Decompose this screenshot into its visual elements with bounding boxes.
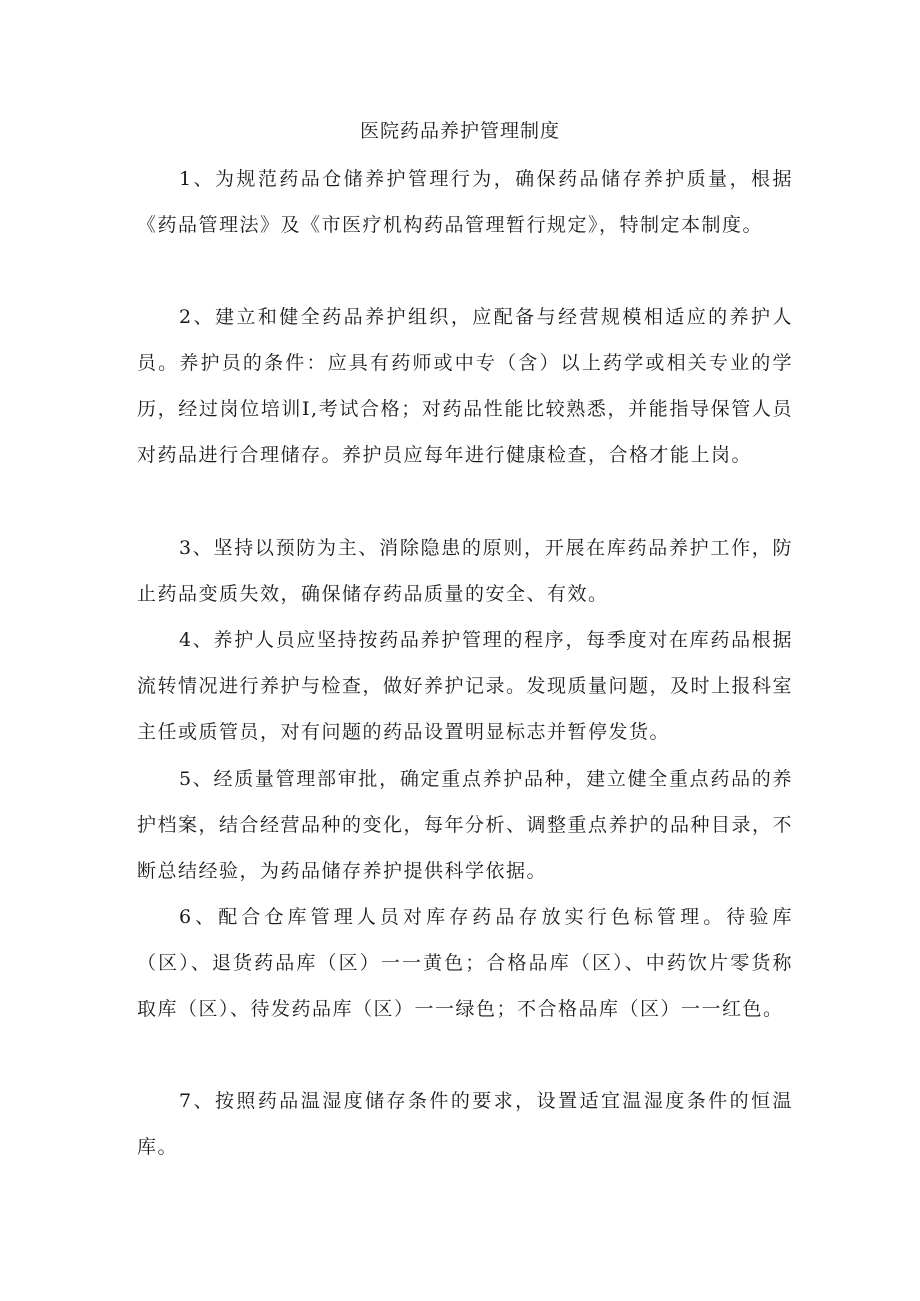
paragraph-2: 2、建立和健全药品养护组织，应配备与经营规模相适应的养护人员。养护员的条件：应具有药师或中专（含）以上药学或相关专业的学历，经过岗位培训I,考试合格；对药品性能比较熟悉，并能指导保管人员对药品进行合理储存。养护员应每年进行健康检查，合格才能上岗。 <box>137 306 793 466</box>
paragraph-3: 3、坚持以预防为主、消除隐患的原则，开展在库药品养护工作，防止药品变质失效，确保储存药品质量的安全、有效。 <box>137 537 793 605</box>
paragraph-5: 5、经质量管理部审批，确定重点养护品种，建立健全重点药品的养护档案，结合经营品种的变化，每年分析、调整重点养护的品种目录，不断总结经验，为药品储存养护提供科学依据。 <box>137 768 794 882</box>
paragraph-7: 7、按照药品温湿度储存条件的要求，设置适宜温湿度条件的恒温库。 <box>137 1090 793 1158</box>
paragraph-6: 6、配合仓库管理人员对库存药品存放实行色标管理。待验库（区）、退货药品库（区）一一黄色；合格品库（区）、中药饮片零货称取库（区）、待发药品库（区）一一绿色；不合格品库（区）一一红色。 <box>137 906 793 1020</box>
paragraph-4: 4、养护人员应坚持按药品养护管理的程序，每季度对在库药品根据流转情况进行养护与检查，做好养护记录。发现质量问题，及时上报科室主任或质管员，对有问题的药品设置明显标志并暂停发货。 <box>137 629 794 743</box>
paragraph-1: 1、为规范药品仓储养护管理行为，确保药品储存养护质量，根据《药品管理法》及《市医疗机构药品管理暂行规定》，特制定本制度。 <box>137 168 793 236</box>
document-title: 医院药品养护管理制度 <box>359 120 560 142</box>
